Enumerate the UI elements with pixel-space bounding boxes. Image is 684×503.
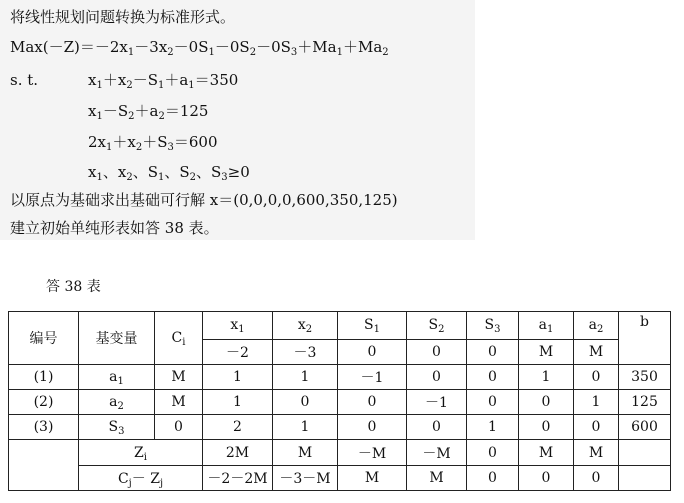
table-row (9, 364, 671, 389)
math-term: ＋S (142, 133, 168, 151)
objective-terms (95, 38, 389, 56)
math-subscript: 1 (157, 172, 165, 183)
math-subscript: 2 (382, 47, 389, 58)
row-cell: 1 (273, 364, 338, 389)
math-subscript: 3 (221, 172, 228, 183)
math-subscript: 1 (96, 172, 103, 183)
objective-lhs: Max(－Z)＝ (10, 38, 95, 56)
math-term: ＋x (102, 71, 127, 89)
math-subscript: 1 (106, 142, 113, 153)
math-term: ＋x (112, 133, 136, 151)
math-term: 2x (88, 133, 107, 151)
math-term: ＋Ma (342, 38, 383, 56)
math-term: －3x (134, 38, 168, 56)
row-cell: －1 (338, 364, 407, 389)
math-term: x (88, 163, 97, 181)
z-row (9, 440, 671, 465)
constraint-line: $x_1-S_2+a_2=125$ (88, 102, 209, 122)
math-term: ＋Ma (297, 38, 337, 56)
header-row (9, 312, 671, 340)
math-term: －0S (214, 38, 250, 56)
cost-cell: －3 (273, 339, 338, 364)
header-var: $x_1$ (203, 312, 273, 340)
math-term: ＋a (134, 102, 159, 120)
row-cell: 0 (467, 390, 519, 415)
math-term: －S (102, 102, 129, 120)
cost-cell: M (519, 339, 574, 364)
reduced-cost-cell: 0 (467, 465, 519, 490)
build-table-line: 建立初始单纯形表如答 38 表。 (10, 219, 219, 237)
table-row (9, 415, 671, 440)
reduced-cost-cell: 0 (519, 465, 574, 490)
math-subscript: 2 (126, 172, 133, 183)
math-term: x (88, 102, 97, 120)
header-var: $a_1$ (519, 312, 574, 340)
row-basis: $a_2$ (79, 390, 155, 415)
header-number: 编号 (9, 312, 79, 365)
z-cell: 2M (203, 440, 273, 465)
cost-cell: －2 (203, 339, 273, 364)
row-basis: $S_3$ (79, 415, 155, 440)
row-cell: 0 (574, 415, 619, 440)
row-cell: 0 (407, 415, 467, 440)
math-term: 、S (196, 163, 222, 181)
header-var: $S_2$ (407, 312, 467, 340)
row-cell: 0 (273, 390, 338, 415)
row-number: (2) (9, 390, 79, 415)
math-term: －0S (173, 38, 209, 56)
constraint-line: $x_1+x_2-S_1+a_1=350$ (88, 71, 239, 91)
row-cell: 0 (407, 364, 467, 389)
reduced-cost-cell: 0 (574, 465, 619, 490)
reduced-cost-cell: －2－2M (203, 465, 273, 490)
cost-cell: M (574, 339, 619, 364)
row-cost: M (155, 364, 203, 389)
table-caption: 答 38 表 (46, 279, 101, 295)
math-subscript: 3 (290, 47, 298, 58)
z-cell: M (273, 440, 338, 465)
reduced-cost-row (9, 465, 671, 490)
math-subscript: 1 (96, 111, 103, 122)
row-cell: 1 (467, 415, 519, 440)
cost-cell: 0 (338, 339, 407, 364)
st-label: s. t. (10, 71, 39, 89)
z-cell: －M (338, 440, 407, 465)
row-cell: 0 (519, 415, 574, 440)
row-cell: 0 (338, 390, 407, 415)
reduced-cost-cell: －3－M (273, 465, 338, 490)
z-cell: 0 (467, 440, 519, 465)
objective-line (10, 37, 389, 57)
row-cell: 1 (203, 390, 273, 415)
math-subscript: 2 (158, 111, 165, 122)
row-rhs: 125 (619, 390, 671, 415)
math-subscript: 2 (128, 111, 135, 122)
header-var: $x_2$ (273, 312, 338, 340)
math-term: 、x (102, 163, 127, 181)
constraint-line: $2x_1+x_2+S_3=600$ (88, 133, 218, 153)
header-basis: 基变量 (79, 312, 155, 365)
row-number: (1) (9, 364, 79, 389)
row-cell: 1 (519, 364, 574, 389)
header-var: $a_2$ (574, 312, 619, 340)
math-subscript: 2 (189, 172, 196, 183)
math-subscript: 1 (96, 80, 103, 91)
math-term: ＋a (164, 71, 189, 89)
reduced-cost-cell: M (407, 465, 467, 490)
header-var: $S_1$ (338, 312, 407, 340)
math-subscript: 1 (188, 80, 195, 91)
math-subscript: 1 (157, 80, 165, 91)
row-cost: 0 (155, 415, 203, 440)
header-rhs: b (619, 312, 671, 365)
row-cell: －1 (407, 390, 467, 415)
z-cell: M (574, 440, 619, 465)
math-term: －S (132, 71, 158, 89)
empty-cell (619, 440, 671, 465)
math-subscript: 2 (126, 80, 133, 91)
math-term: x (88, 71, 97, 89)
empty-cell (619, 465, 671, 490)
z-cell: M (519, 440, 574, 465)
math-subscript: 2 (249, 47, 257, 58)
math-term: －2x (94, 38, 128, 56)
row-cell: 2 (203, 415, 273, 440)
nonnegativity-line: $x_1$、$x_2$、$S_1$、$S_2$、$S_3\ge 0$ (88, 163, 250, 183)
math-term: －0S (256, 38, 291, 56)
z-cell: －M (407, 440, 467, 465)
cost-cell: 0 (407, 339, 467, 364)
math-subscript: 1 (208, 47, 215, 58)
row-rhs: 600 (619, 415, 671, 440)
row-cell: 0 (574, 364, 619, 389)
math-term: 、S (164, 163, 190, 181)
row-cell: 0 (467, 364, 519, 389)
header-cost: $C_i$ (155, 312, 203, 365)
solution-text (0, 0, 475, 240)
row-cost: M (155, 390, 203, 415)
math-term: 、S (132, 163, 158, 181)
header-var: $S_3$ (467, 312, 519, 340)
table-row (9, 390, 671, 415)
row-cell: 1 (273, 415, 338, 440)
math-subscript: 1 (127, 47, 135, 58)
cost-cell: 0 (467, 339, 519, 364)
row-rhs: 350 (619, 364, 671, 389)
row-cell: 0 (519, 390, 574, 415)
math-subscript: 3 (167, 142, 174, 153)
simplex-table (8, 311, 671, 491)
math-subscript: 1 (336, 47, 343, 58)
feasible-solution-line: 以原点为基础求出基础可行解 x＝(0,0,0,0,600,350,125) (10, 191, 398, 209)
reduced-cost-label: $C_j- Z_j$ (79, 465, 203, 490)
row-cell: 1 (203, 364, 273, 389)
math-subscript: 2 (167, 47, 174, 58)
row-basis: $a_1$ (79, 364, 155, 389)
empty-cell (9, 440, 79, 491)
reduced-cost-cell: M (338, 465, 407, 490)
z-label: $Z_i$ (79, 440, 203, 465)
row-cell: 0 (338, 415, 407, 440)
row-number: (3) (9, 415, 79, 440)
intro-line: 将线性规划问题转换为标准形式。 (10, 8, 236, 26)
row-cell: 1 (574, 390, 619, 415)
math-subscript: 2 (135, 142, 143, 153)
